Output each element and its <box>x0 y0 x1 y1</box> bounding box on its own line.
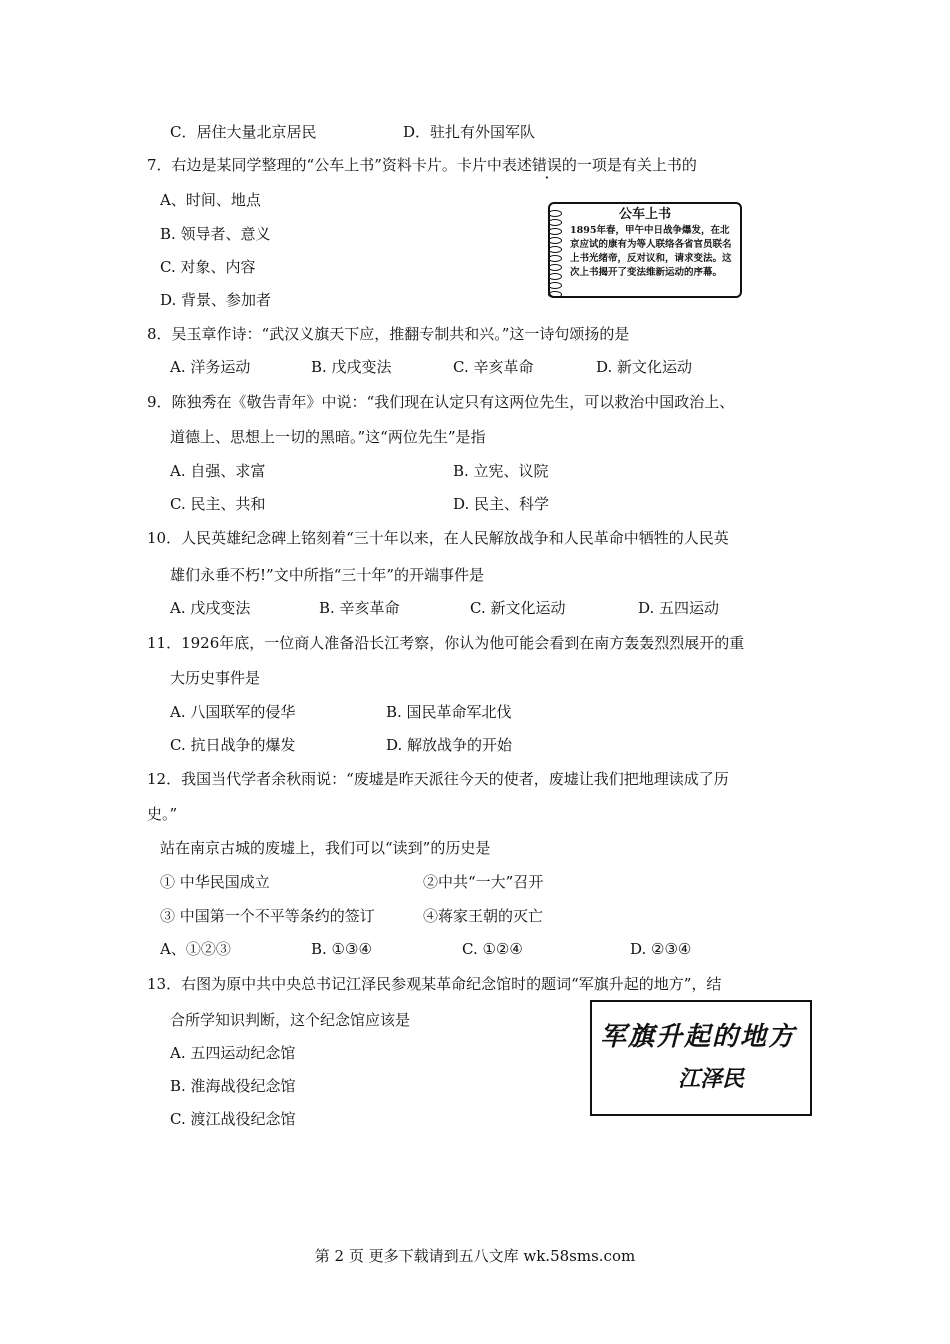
q11-stem-cont: 大历史事件是 <box>170 669 261 687</box>
q11-option-a: A. 八国联军的侵华 <box>170 703 296 721</box>
q10-option-a: A. 戊戌变法 <box>170 599 251 617</box>
q9-stem-cont: 道德上、思想上一切的黑暗。”这“两位先生”是指 <box>170 428 486 446</box>
q7-option-b: B. 领导者、意义 <box>160 225 271 243</box>
q8-option-d: D. 新文化运动 <box>596 358 693 376</box>
q9-option-d: D. 民主、科学 <box>453 495 550 513</box>
card-binding-rings <box>548 210 562 300</box>
q12-item-1: ① 中华民国成立 <box>160 873 270 891</box>
q11-option-d: D. 解放战争的开始 <box>386 736 513 754</box>
q13-stem-cont: 合所学知识判断，这个纪念馆应该是 <box>170 1011 411 1029</box>
q11-stem: 11．1926年底，一位商人准备沿长江考察，你认为他可能会看到在南方轰轰烈烈展开的重 <box>147 634 745 652</box>
q9-option-a: A. 自强、求富 <box>170 462 266 480</box>
q12-option-c: C. ①②④ <box>462 940 523 958</box>
q6-option-d: D．驻扎有外国军队 <box>403 123 536 141</box>
q8-option-b: B. 戊戌变法 <box>311 358 392 376</box>
q12-item-3: ③ 中国第一个不平等条约的签订 <box>160 907 375 925</box>
q10-option-b: B. 辛亥革命 <box>319 599 400 617</box>
q12-option-d: D. ②③④ <box>630 940 692 958</box>
card-body: 1895年春，甲午中日战争爆发，在北京应试的康有为等人联络各省官员联名上书光绪帝，反对议和，请求变法。这次上书揭开了变法维新运动的序幕。 <box>570 225 732 278</box>
q7-option-d: D. 背景、参加者 <box>160 291 272 309</box>
inscription-text: 军旗升起的地方 <box>600 1022 797 1052</box>
q8-stem: 8．吴玉章作诗：“武汉义旗天下应，推翻专制共和兴。”这一诗句颂扬的是 <box>147 325 630 343</box>
q13-option-c: C. 渡江战役纪念馆 <box>170 1110 296 1128</box>
q10-option-c: C. 新文化运动 <box>470 599 566 617</box>
q11-option-b: B. 国民革命军北伐 <box>386 703 512 721</box>
q12-prompt: 站在南京古城的废墟上，我们可以“读到”的历史是 <box>160 839 491 857</box>
q12-stem: 12．我国当代学者余秋雨说：“废墟是昨天派往今天的使者，废墟让我们把地理读成了历 <box>147 770 729 788</box>
q7-stem-post: 的一项是有关上书的 <box>561 156 697 174</box>
q13-stem: 13．右图为原中共中央总书记江泽民参观某革命纪念馆时的题词“军旗升起的地方”，结 <box>147 975 722 993</box>
q8-option-a: A. 洋务运动 <box>170 358 251 376</box>
q12-item-2: ②中共“一大”召开 <box>423 873 544 891</box>
q12-stem-cont: 史。” <box>147 805 178 823</box>
q7-stem <box>147 155 697 175</box>
q10-stem: 10．人民英雄纪念碑上铭刻着“三十年以来，在人民解放战争和人民革命中牺牲的人民英 <box>147 529 729 547</box>
q9-option-c: C. 民主、共和 <box>170 495 266 513</box>
q12-option-b: B. ①③④ <box>311 940 372 958</box>
page-footer: 第 2 页 更多下载请到五八文库 wk.58sms.com <box>314 1247 636 1265</box>
q7-stem-pre: 7．右边是某同学整理的“公车上书”资料卡片。卡片中表述 <box>147 156 532 174</box>
q11-option-c: C. 抗日战争的爆发 <box>170 736 296 754</box>
q13-option-a: A. 五四运动纪念馆 <box>170 1044 296 1062</box>
q10-stem-cont: 雄们永垂不朽!”文中所指“三十年”的开端事件是 <box>170 566 485 584</box>
q8-option-c: C. 辛亥革命 <box>453 358 534 376</box>
q9-option-b: B. 立宪、议院 <box>453 462 549 480</box>
q12-item-4: ④蒋家王朝的灭亡 <box>423 907 544 925</box>
q9-stem: 9．陈独秀在《敬告青年》中说：“我们现在认定只有这两位先生，可以救治中国政治上、 <box>147 393 735 411</box>
q10-option-d: D. 五四运动 <box>638 599 720 617</box>
q12-option-a: A、①②③ <box>160 940 231 958</box>
card-title: 公车上书 <box>618 207 671 222</box>
inscription-signature: 江泽民 <box>678 1066 745 1092</box>
calligraphy-inscription <box>590 1000 812 1116</box>
q13-option-b: B. 淮海战役纪念馆 <box>170 1077 296 1095</box>
q7-option-c: C. 对象、内容 <box>160 258 256 276</box>
q7-option-a: A、时间、地点 <box>160 191 261 209</box>
q7-emphasis: 错误 <box>531 156 562 174</box>
q6-option-c: C．居住大量北京居民 <box>170 123 317 141</box>
info-card <box>548 202 742 298</box>
